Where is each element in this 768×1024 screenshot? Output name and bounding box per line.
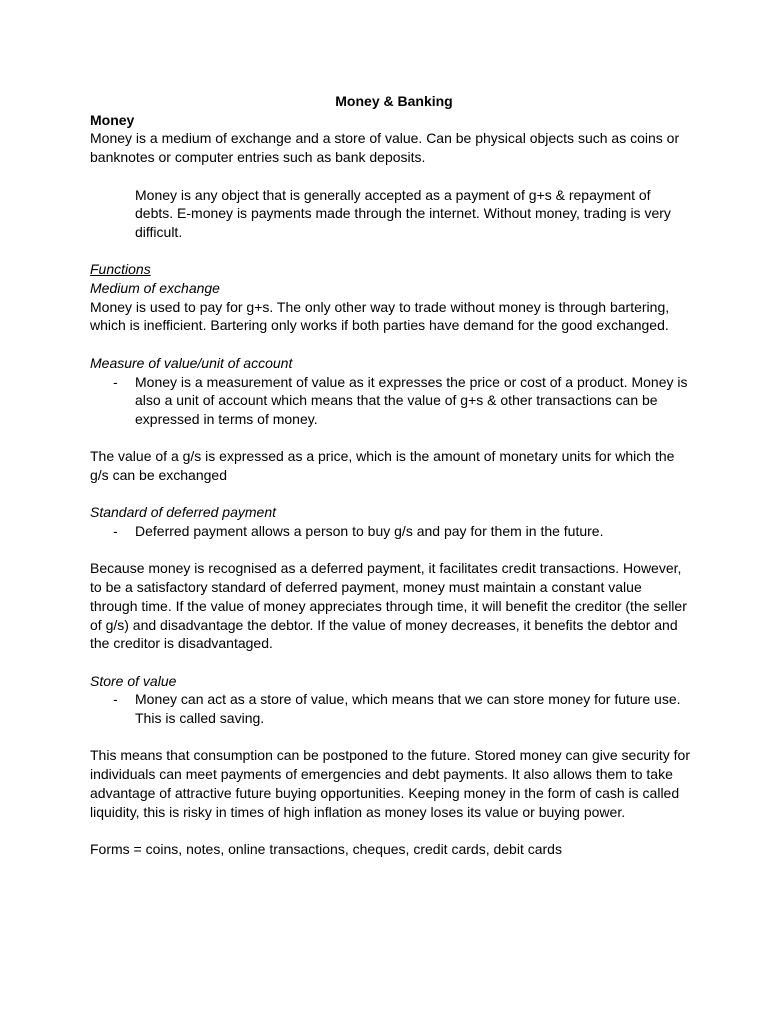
spacer [90, 821, 690, 840]
medium-heading: Medium of exchange [90, 280, 220, 296]
spacer [90, 653, 690, 672]
spacer [90, 335, 690, 354]
intro-paragraph: Money is a medium of exchange and a store of value. Can be physical objects such as coins or banknotes or computer entries such as bank deposits. [90, 130, 680, 166]
deferred-bullet [90, 522, 690, 541]
store-bullet-text: Money can act as a store of value, which means that we can store money for future use. This is called saving. [135, 691, 681, 727]
spacer [90, 242, 690, 261]
store-heading: Store of value [90, 672, 177, 689]
spacer [90, 429, 690, 448]
bullet-marker: - [113, 691, 118, 708]
measure-bullet [90, 373, 690, 429]
spacer [90, 728, 690, 747]
bullet-marker: - [113, 523, 118, 540]
measure-paragraph: The value of a g/s is expressed as a price, which is the amount of monetary units for which the g/s can be exchanged [90, 448, 675, 483]
functions-heading: Functions [90, 261, 151, 278]
definition-paragraph: Money is any object that is generally accepted as a payment of g+s & repayment of debts. E-money is payments made through the internet. Without money, trading is very difficult. [135, 186, 671, 240]
document-page [90, 92, 690, 859]
measure-bullet-text: Money is a measurement of value as it expresses the price or cost of a product. Money is also a unit of account which means that the value of g+s & other transactions can be expressed in terms of money. [135, 373, 688, 427]
deferred-heading: Standard of deferred payment [90, 504, 277, 521]
spacer [90, 167, 690, 186]
medium-paragraph: Money is used to pay for g+s. The only other way to trade without money is through bartering, which is inefficient. Bartering only works if both parties have demand for the good exchanged. [90, 298, 670, 334]
document-title: Money & Banking [335, 93, 453, 109]
deferred-bullet-text: Deferred payment allows a person to buy g/s and pay for them in the future. [135, 523, 604, 540]
spacer [90, 485, 690, 504]
money-heading: Money [90, 111, 135, 128]
store-bullet [90, 690, 690, 727]
forms-paragraph: Forms = coins, notes, online transactions, cheques, credit cards, debit cards [90, 840, 562, 857]
bullet-marker: - [113, 373, 118, 390]
spacer [90, 541, 690, 560]
measure-heading: Measure of value/unit of account [90, 354, 293, 371]
store-paragraph: This means that consumption can be postponed to the future. Stored money can give security for individuals can meet payments of emergencies and debt payments. It also allows them to take advantage of attractive future buying opportunities. Keeping money in the form of cash is called liquidity, this is risky in times of high inflation as money loses its value or buying power. [90, 747, 691, 820]
deferred-paragraph: Because money is recognised as a deferred payment, it facilitates credit transactions. However, to be a satisfactory standard of deferred payment, money must maintain a constant value through time. If the value of money appreciates through time, it will benefit the creditor (the seller of g/s) and disadvantage the debtor. If the value of money decreases, it benefits the debtor and the creditor is disadvantaged. [90, 560, 687, 652]
